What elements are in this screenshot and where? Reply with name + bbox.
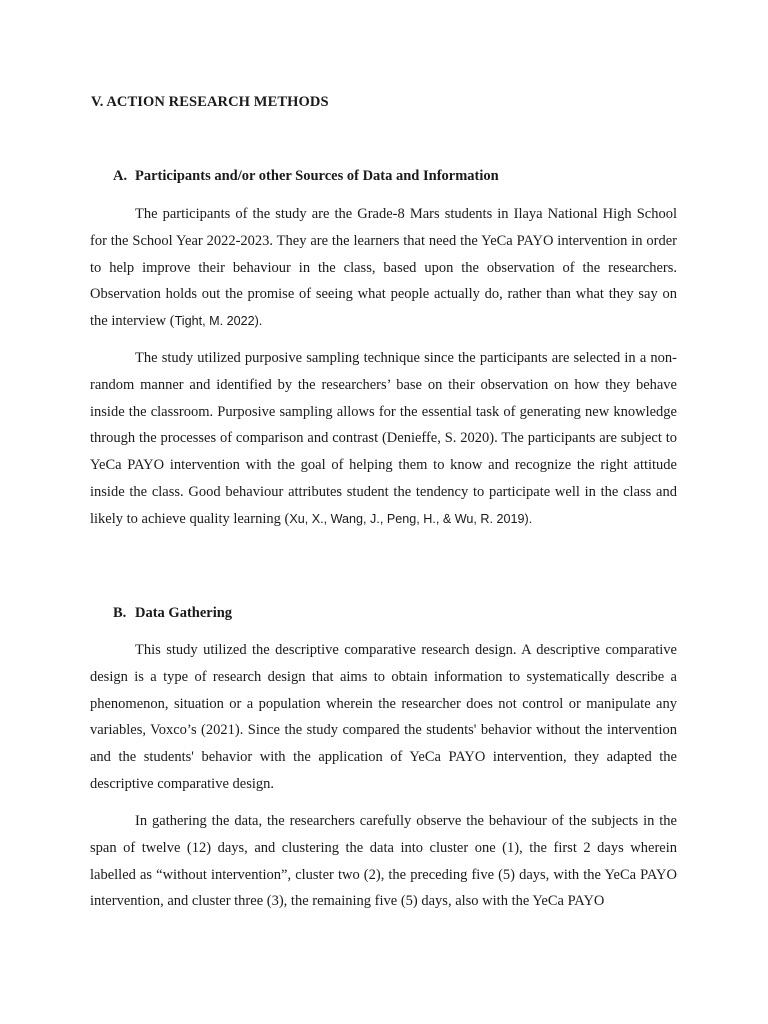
paragraph-text: The participants of the study are the Grade-8 Mars students in Ilaya National High School for the School Year 2022-2023. They are the learners that need the YeCa PAYO intervention in order to help improve their behaviour in the class, based upon the observation of the researchers. Observation holds out the promise of seeing what people actually do, rather than what they say on the interview ( bbox=[90, 206, 677, 330]
citation: Xu, X., Wang, J., Peng, H., & Wu, R. 2019). bbox=[289, 511, 533, 526]
subsection-a-letter: A. bbox=[113, 168, 128, 184]
subsection-a-heading bbox=[113, 168, 499, 185]
paragraph-sampling bbox=[90, 345, 677, 533]
citation: Tight, M. 2022). bbox=[174, 314, 263, 329]
paragraph-research-design: This study utilized the descriptive comparative research design. A descriptive comparative design is a type of research design that aims to obtain information to systematically describe a phenomenon, situation or a population wherein the researcher does not control or manipulate any variables, Voxco’s (2021). Since the study compared the students' behavior without the intervention and the students' behavior with the application of YeCa PAYO intervention, they adapted the descriptive comparative design. bbox=[90, 642, 677, 792]
subsection-a-title: Participants and/or other Sources of Data and Information bbox=[135, 168, 499, 184]
paragraph-data-gathering: In gathering the data, the researchers carefully observe the behaviour of the subjects in the span of twelve (12) days, and clustering the data into cluster one (1), the first 2 days wherein labelled as “without intervention”, cluster two (2), the preceding five (5) days, with the YeCa PAYO intervention, and cluster three (3), the remaining five (5) days, also with the YeCa PAYO bbox=[90, 813, 677, 910]
paragraph-text: The study utilized purposive sampling technique since the participants are selected in a non-random manner and identified by the researchers’ base on their observation on how they behave inside the classroom. Purposive sampling allows for the essential task of generating new knowledge through the processes of comparison and contrast (Denieffe, S. 2020). The participants are subject to YeCa PAYO intervention with the goal of helping them to know and recognize the right attitude inside the class. Good behaviour attributes student the tendency to participate well in the class and likely to achieve quality learning ( bbox=[90, 350, 677, 527]
paragraph-participants bbox=[90, 201, 677, 335]
subsection-b-letter: B. bbox=[113, 605, 127, 621]
section-title: V. ACTION RESEARCH METHODS bbox=[91, 94, 329, 110]
subsection-b-title: Data Gathering bbox=[135, 605, 233, 621]
subsection-b-heading bbox=[113, 605, 232, 622]
